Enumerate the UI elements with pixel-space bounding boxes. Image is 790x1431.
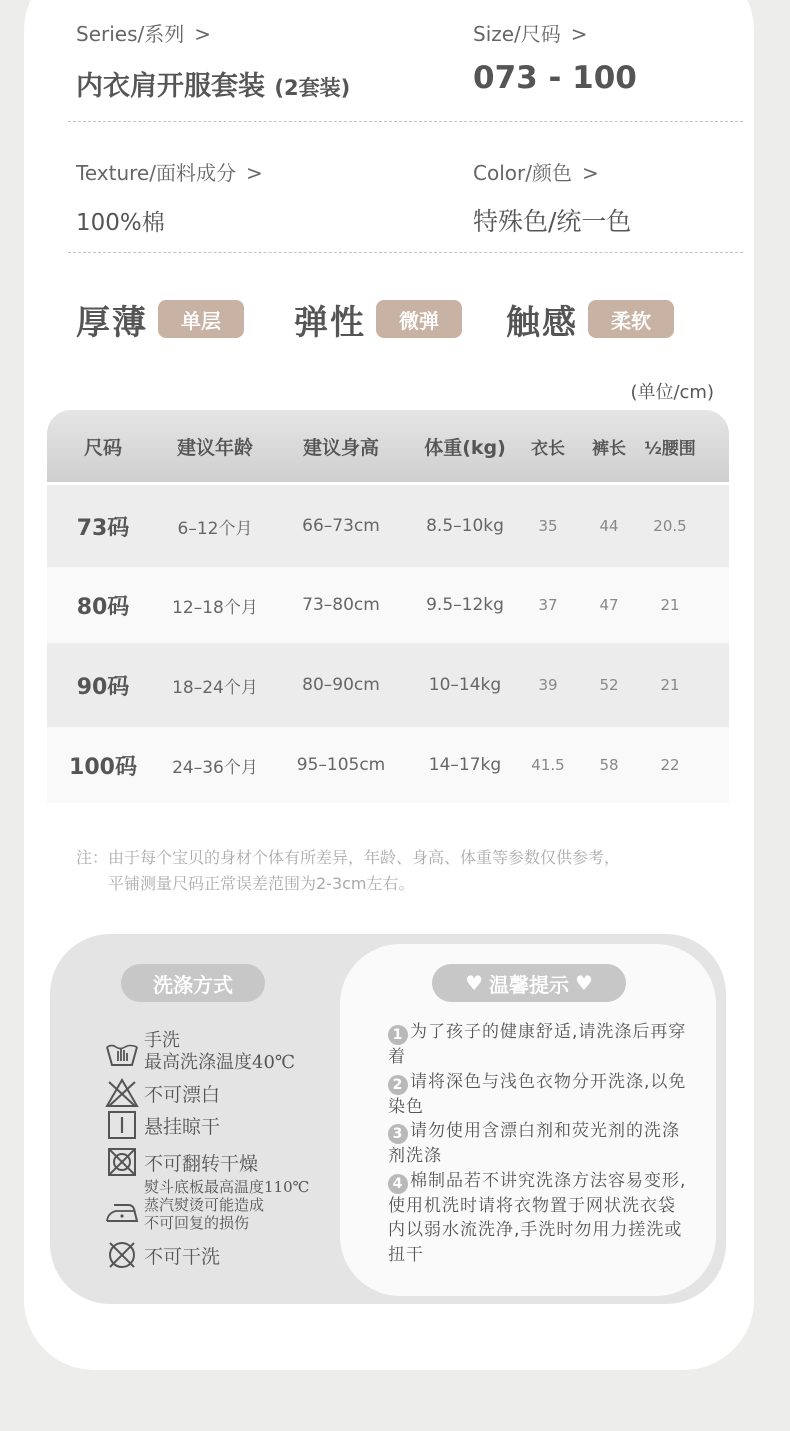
color-value: 特殊色/统一色 <box>473 207 632 236</box>
attr-tag: 微弹 <box>376 300 462 338</box>
wash-item <box>104 1238 220 1272</box>
table-cell: 18–24个月 <box>172 677 258 698</box>
table-cell: 100码 <box>69 754 137 780</box>
no-dry-clean-icon <box>104 1238 140 1272</box>
note-line: 注：由于每个宝贝的身材个体有所差异，年龄、身高、体重等参数仅供参考， <box>76 848 621 867</box>
tip-text: 请勿使用含漂白剂和荧光剂的洗涤剂洗涤 <box>388 1121 680 1166</box>
wash-text: 不可干洗 <box>144 1245 221 1268</box>
table-cell: 39 <box>538 676 558 694</box>
hang-dry-icon <box>104 1108 140 1142</box>
wash-text: 手洗 <box>144 1030 180 1051</box>
table-row <box>47 727 729 803</box>
table-cell: 35 <box>538 517 558 535</box>
tip-item <box>388 1119 688 1169</box>
divider <box>68 252 743 253</box>
divider <box>68 121 743 122</box>
table-cell: 22 <box>660 756 680 774</box>
tips-list <box>388 1020 688 1267</box>
tip-item <box>388 1169 688 1268</box>
table-cell: 41.5 <box>531 756 565 774</box>
no-bleach-icon <box>104 1076 140 1110</box>
heart-icon: ♥ <box>575 971 593 995</box>
table-cell: 9.5–12kg <box>426 595 504 615</box>
table-cell: 80–90cm <box>302 675 380 695</box>
wash-item <box>104 1145 258 1179</box>
table-cell: 14–17kg <box>428 755 502 775</box>
table-cell: 8.5–10kg <box>426 516 504 536</box>
wash-item <box>104 1108 220 1142</box>
tip-number: 2 <box>388 1075 408 1095</box>
header-cell: ½腰围 <box>644 438 696 459</box>
measurement-note <box>76 845 620 897</box>
tip-item <box>388 1020 688 1070</box>
texture-label: Texture/面料成分 > <box>76 161 263 185</box>
wash-text: 蒸汽熨烫可能造成 <box>144 1196 265 1214</box>
table-cell: 66–73cm <box>302 516 380 536</box>
header-cell: 衣长 <box>531 438 565 459</box>
table-cell: 24–36个月 <box>172 757 258 778</box>
size-value: 073 - 100 <box>473 60 637 96</box>
header-cell: 尺码 <box>83 436 122 459</box>
wash-text: 不可漂白 <box>144 1083 221 1106</box>
attr-thickness <box>76 296 244 342</box>
wash-text: 不可翻转干燥 <box>144 1152 259 1175</box>
table-cell: 90码 <box>76 674 130 700</box>
table-cell: 80码 <box>76 594 130 620</box>
attr-tag: 柔软 <box>588 300 674 338</box>
wash-item <box>104 1030 295 1074</box>
wash-text: 不可回复的损伤 <box>144 1214 250 1232</box>
size-table <box>47 410 729 803</box>
header-cell: 裤长 <box>592 438 626 459</box>
heart-icon: ♥ <box>465 971 483 995</box>
wash-text: 最高洗涤温度40℃ <box>144 1052 296 1073</box>
table-cell: 12–18个月 <box>172 597 258 618</box>
table-cell: 20.5 <box>653 517 687 535</box>
header-cell: 体重(kg) <box>424 436 506 459</box>
table-cell: 44 <box>599 517 619 535</box>
table-cell: 21 <box>660 676 680 694</box>
wash-text: 悬挂晾干 <box>144 1115 221 1138</box>
table-cell: 95–105cm <box>296 755 386 775</box>
note-line: 平铺测量尺码正常误差范围为2-3cm左右。 <box>108 874 415 893</box>
table-cell: 73–80cm <box>302 595 380 615</box>
header-cell: 建议年龄 <box>176 436 253 459</box>
no-tumble-dry-icon <box>104 1145 140 1179</box>
attr-feel <box>506 296 674 342</box>
attr-tag: 单层 <box>158 300 244 338</box>
unit-label: (单位/cm) <box>630 382 714 403</box>
wash-text: 熨斗底板最高温度110℃ <box>144 1178 310 1196</box>
iron-icon <box>104 1195 140 1229</box>
table-cell: 10–14kg <box>428 675 502 695</box>
color-label: Color/颜色 > <box>473 161 599 185</box>
table-cell: 37 <box>538 596 558 614</box>
washing-title: 洗涤方式 <box>121 964 265 1002</box>
tip-text: 请将深色与浅色衣物分开洗涤,以免染色 <box>388 1071 687 1117</box>
table-row <box>47 485 729 567</box>
attr-elasticity <box>294 296 462 342</box>
attr-name: 触感 <box>506 302 578 343</box>
hand-wash-icon <box>104 1035 140 1069</box>
table-cell: 47 <box>599 596 619 614</box>
texture-value: 100%棉 <box>76 210 165 236</box>
wash-item <box>104 1178 309 1232</box>
tip-text: 为了孩子的健康舒适,请洗涤后再穿着 <box>388 1022 687 1067</box>
table-row <box>47 643 729 727</box>
tip-item <box>388 1070 688 1120</box>
table-row <box>47 567 729 643</box>
tip-number: 1 <box>388 1025 408 1045</box>
attr-name: 厚薄 <box>76 302 148 343</box>
table-cell: 6–12个月 <box>177 518 253 539</box>
table-cell: 73码 <box>76 515 130 541</box>
wash-item <box>104 1076 220 1110</box>
table-cell: 21 <box>660 596 680 614</box>
table-cell: 58 <box>599 756 619 774</box>
header-cell: 建议身高 <box>302 436 379 459</box>
size-label: Size/尺码 > <box>473 22 588 46</box>
series-label: Series/系列 > <box>76 22 212 46</box>
tip-number: 4 <box>388 1174 408 1194</box>
tip-text: 棉制品若不讲究洗涤方法容易变形, 使用机洗时请将衣物置于网状洗衣袋内以弱水流洗净,手洗时勿用力搓洗或扭干 <box>388 1170 687 1265</box>
table-header <box>47 410 729 482</box>
tips-title: ♥ 温馨提示 ♥ <box>432 964 626 1002</box>
table-cell: 52 <box>599 676 619 694</box>
series-value: 内衣肩开服套装 (2套装) <box>76 71 351 102</box>
tip-number: 3 <box>388 1124 408 1144</box>
attr-name: 弹性 <box>294 302 366 343</box>
